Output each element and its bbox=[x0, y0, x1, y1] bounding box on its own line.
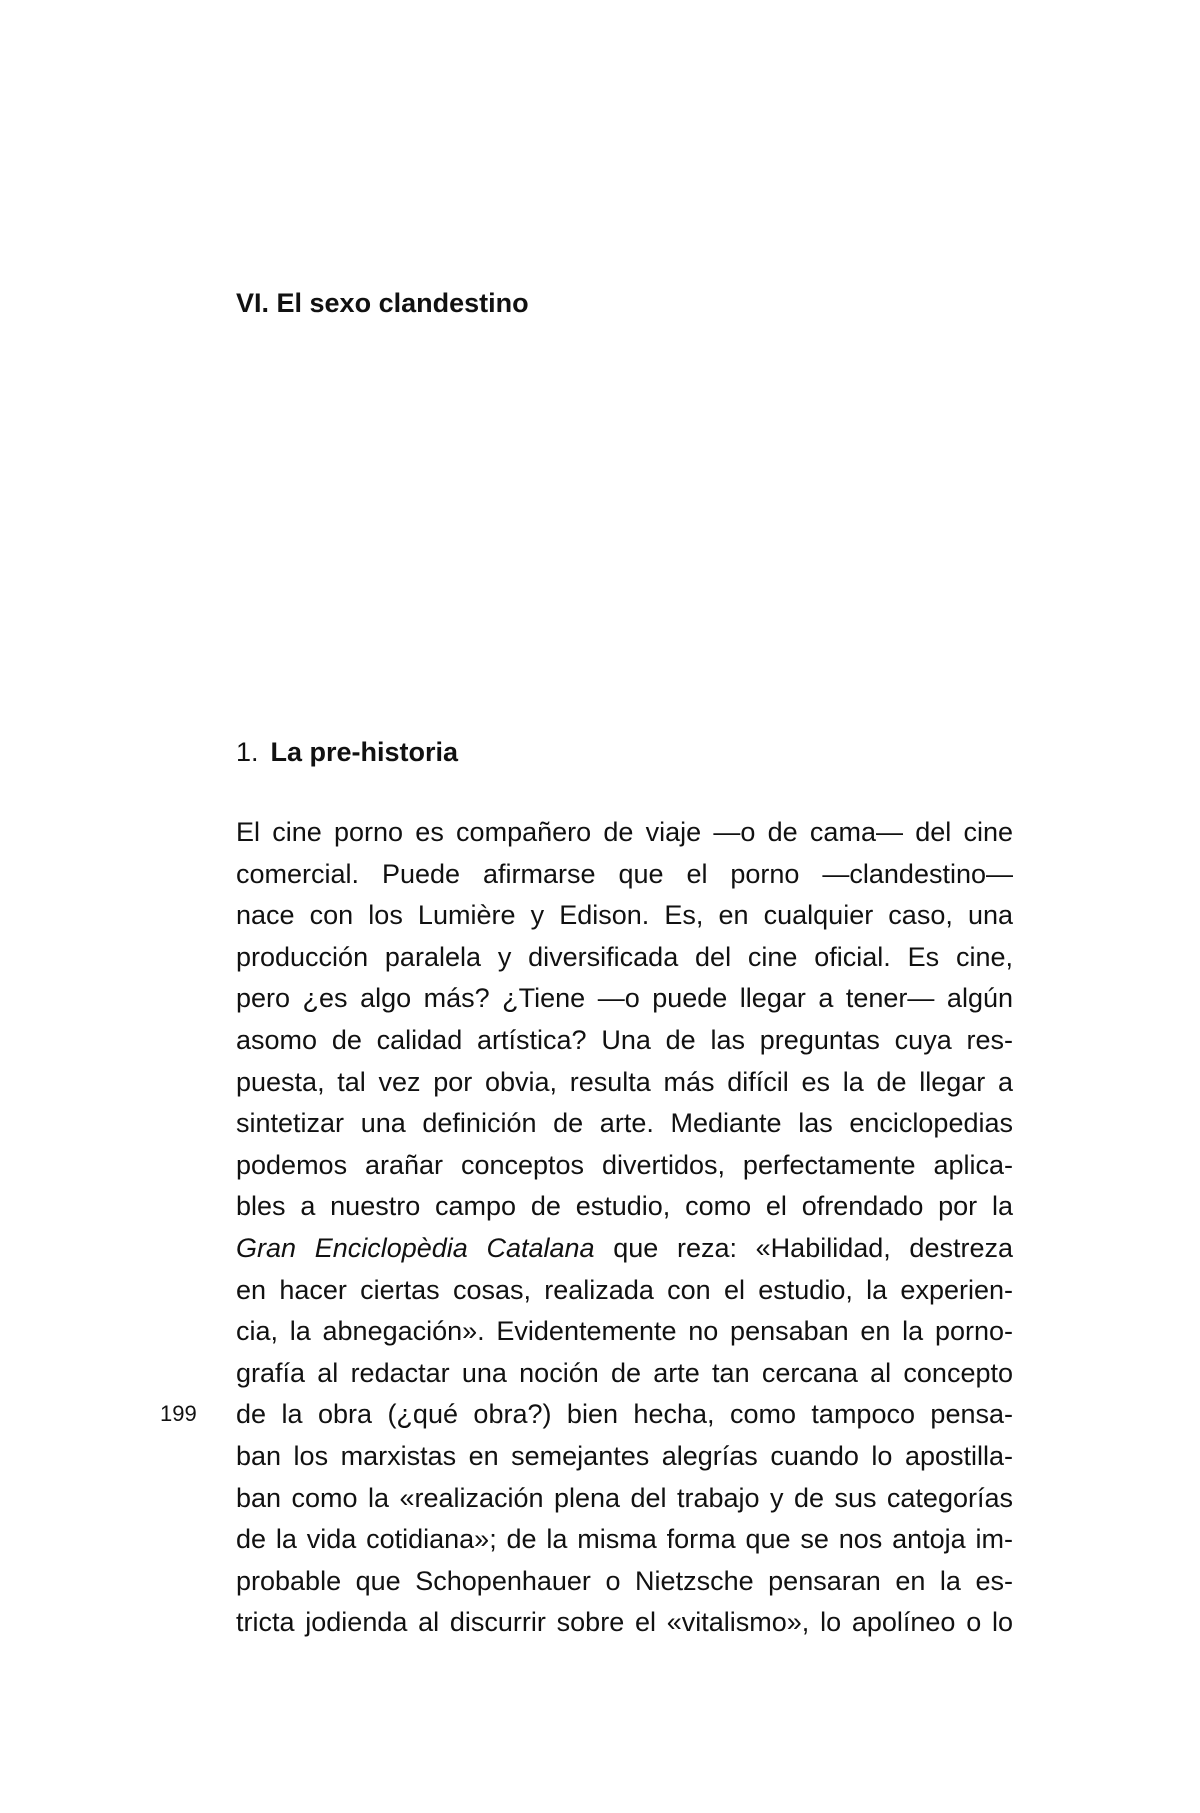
section-heading bbox=[236, 737, 458, 768]
chapter-title: VI. El sexo clandestino bbox=[236, 288, 529, 318]
text-line: ban los marxistas en semejantes alegrías cuando lo apostilla- bbox=[236, 1440, 1013, 1471]
text-line: sintetizar una definición de arte. Mediante las enciclopedias bbox=[236, 1108, 1013, 1139]
text-line: bles a nuestro campo de estudio, como el ofrendado por la bbox=[236, 1191, 1013, 1222]
text-line: comercial. Puede afirmarse que el porno —clandestino— bbox=[236, 858, 1013, 889]
page-number: 199 bbox=[160, 1401, 197, 1426]
book-title-italic: Gran Enciclopèdia Catalana bbox=[236, 1232, 595, 1263]
text-line: grafía al redactar una noción de arte tan cercana al concepto bbox=[236, 1357, 1013, 1388]
text-line: ban como la «realización plena del trabajo y de sus categorías bbox=[236, 1482, 1013, 1513]
text-line: nace con los Lumière y Edison. Es, en cualquier caso, una bbox=[236, 900, 1013, 931]
text-line: pero ¿es algo más? ¿Tiene —o puede llegar a tener— algún bbox=[236, 983, 1013, 1014]
text-line: de la vida cotidiana»; de la misma forma que se nos antoja im- bbox=[236, 1524, 1013, 1555]
section-number: 1. bbox=[236, 737, 259, 767]
text-line: asomo de calidad artística? Una de las preguntas cuya res- bbox=[236, 1024, 1013, 1055]
text-line bbox=[236, 1228, 1013, 1270]
text-line: El cine porno es compañero de viaje —o de cama— del cine bbox=[236, 817, 1013, 847]
text-line: cia, la abnegación». Evidentemente no pensaban en la porno- bbox=[236, 1316, 1013, 1347]
text-line-rest: que reza: «Habilidad, destreza bbox=[594, 1232, 1013, 1263]
text-line: producción paralela y diversificada del cine oficial. Es cine, bbox=[236, 941, 1013, 972]
text-line: podemos arañar conceptos divertidos, perfectamente aplica- bbox=[236, 1149, 1013, 1180]
text-line: en hacer ciertas cosas, realizada con el estudio, la experien- bbox=[236, 1274, 1013, 1305]
section-title: La pre-historia bbox=[270, 737, 459, 767]
text-line: puesta, tal vez por obvia, resulta más difícil es la de llegar a bbox=[236, 1066, 1013, 1097]
text-line: probable que Schopenhauer o Nietzsche pensaran en la es- bbox=[236, 1565, 1013, 1596]
text-line: tricta jodienda al discurrir sobre el «vitalismo», lo apolíneo o lo bbox=[236, 1607, 1013, 1638]
text-line: de la obra (¿qué obra?) bien hecha, como tampoco pensa- bbox=[236, 1399, 1013, 1430]
body-text bbox=[236, 812, 1013, 1644]
